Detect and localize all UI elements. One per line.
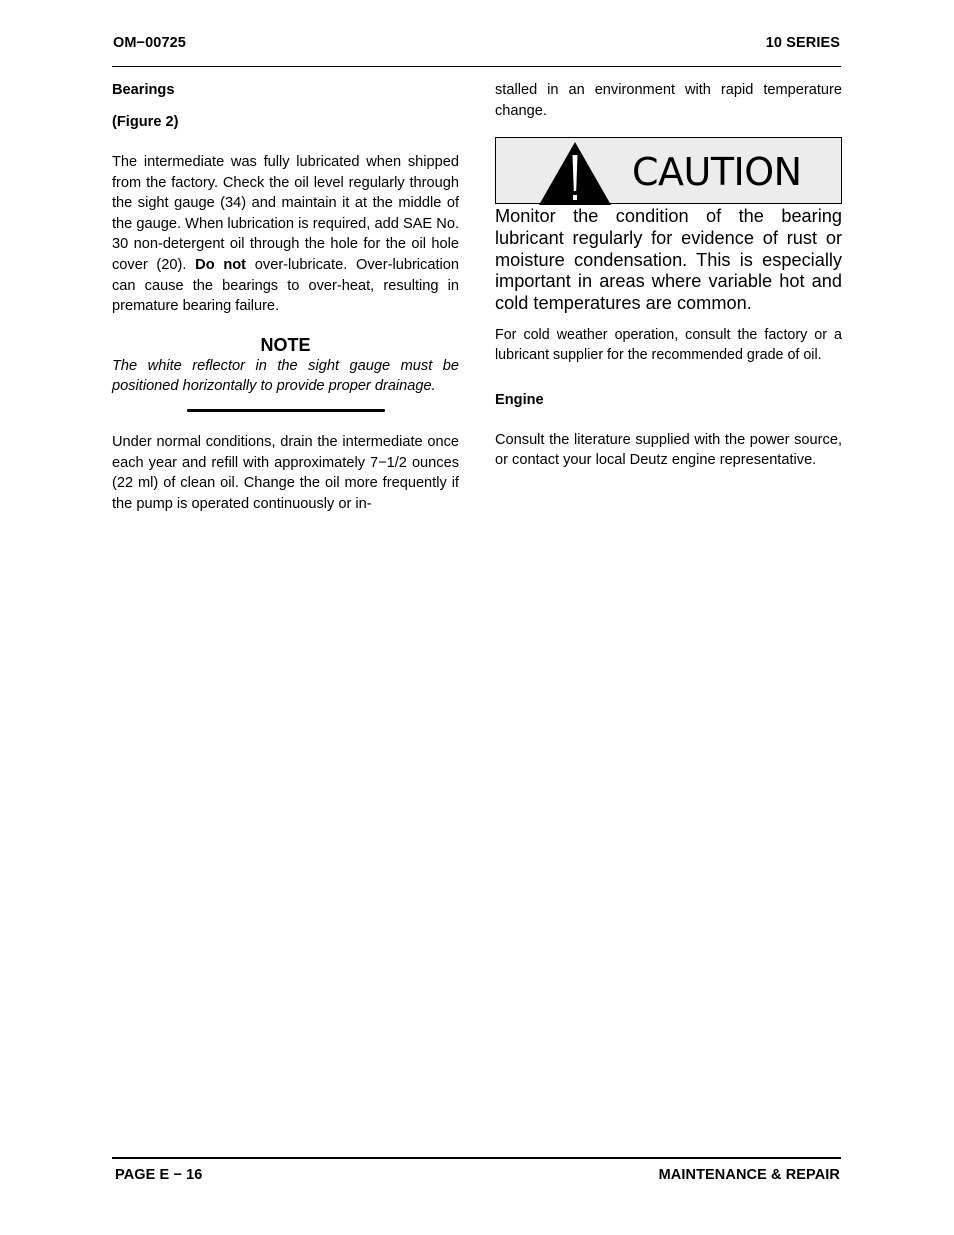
note-title: NOTE bbox=[260, 334, 311, 355]
note-divider bbox=[187, 409, 385, 412]
note-text: The white reflector in the sight gauge must be positioned horizontally to provide proper drainage. bbox=[112, 357, 459, 395]
cold-weather-paragraph: For cold weather operation, consult the factory or a lubricant supplier for the recommended grade of oil. bbox=[495, 326, 842, 364]
caution-text: Monitor the condition of the bearing lubricant regularly for evidence of rust or moisture condensation. This is especially important in areas where variable hot and cold temperatures are common. bbox=[495, 206, 842, 313]
engine-paragraph: Consult the literature supplied with the power source, or contact your local Deutz engine representative. bbox=[495, 431, 842, 469]
bearings-text-part2: over-lubricate. Over-lubrication can cause the bearings to over-heat, resulting in premature bearing failure. bbox=[112, 256, 459, 315]
left-column bbox=[112, 80, 459, 514]
caution-banner bbox=[495, 137, 842, 204]
figure-reference: (Figure 2) bbox=[112, 114, 179, 130]
bearings-heading: Bearings bbox=[112, 82, 175, 98]
bearings-paragraph bbox=[112, 152, 459, 317]
right-column bbox=[495, 80, 842, 471]
header-rule bbox=[112, 66, 841, 67]
do-not-emphasis: Do not bbox=[195, 256, 247, 273]
warning-triangle-icon bbox=[538, 141, 612, 205]
bearings-text-part1: The intermediate was fully lubricated when shipped from the factory. Check the oil level regularly through the sight gauge (34) and maintain it at the middle of the gauge. When lubrication is required, add SAE No. 30 non-detergent oil through the hole for the oil hole cover (20). bbox=[112, 154, 459, 273]
page-number: PAGE E − 16 bbox=[115, 1167, 203, 1183]
series-label: 10 SERIES bbox=[765, 35, 840, 51]
engine-heading: Engine bbox=[495, 391, 544, 408]
document-number: OM−00725 bbox=[113, 35, 186, 51]
continued-paragraph: stalled in an environment with rapid temperature change. bbox=[495, 82, 842, 119]
caution-label: CAUTION bbox=[632, 150, 802, 195]
footer-rule bbox=[112, 1157, 841, 1159]
section-title: MAINTENANCE & REPAIR bbox=[658, 1167, 840, 1183]
drain-paragraph: Under normal conditions, drain the intermediate once each year and refill with approximately 7−1/2 ounces (22 ml) of clean oil. Change the oil more frequently if the pump is operated continuously or in- bbox=[112, 433, 459, 512]
